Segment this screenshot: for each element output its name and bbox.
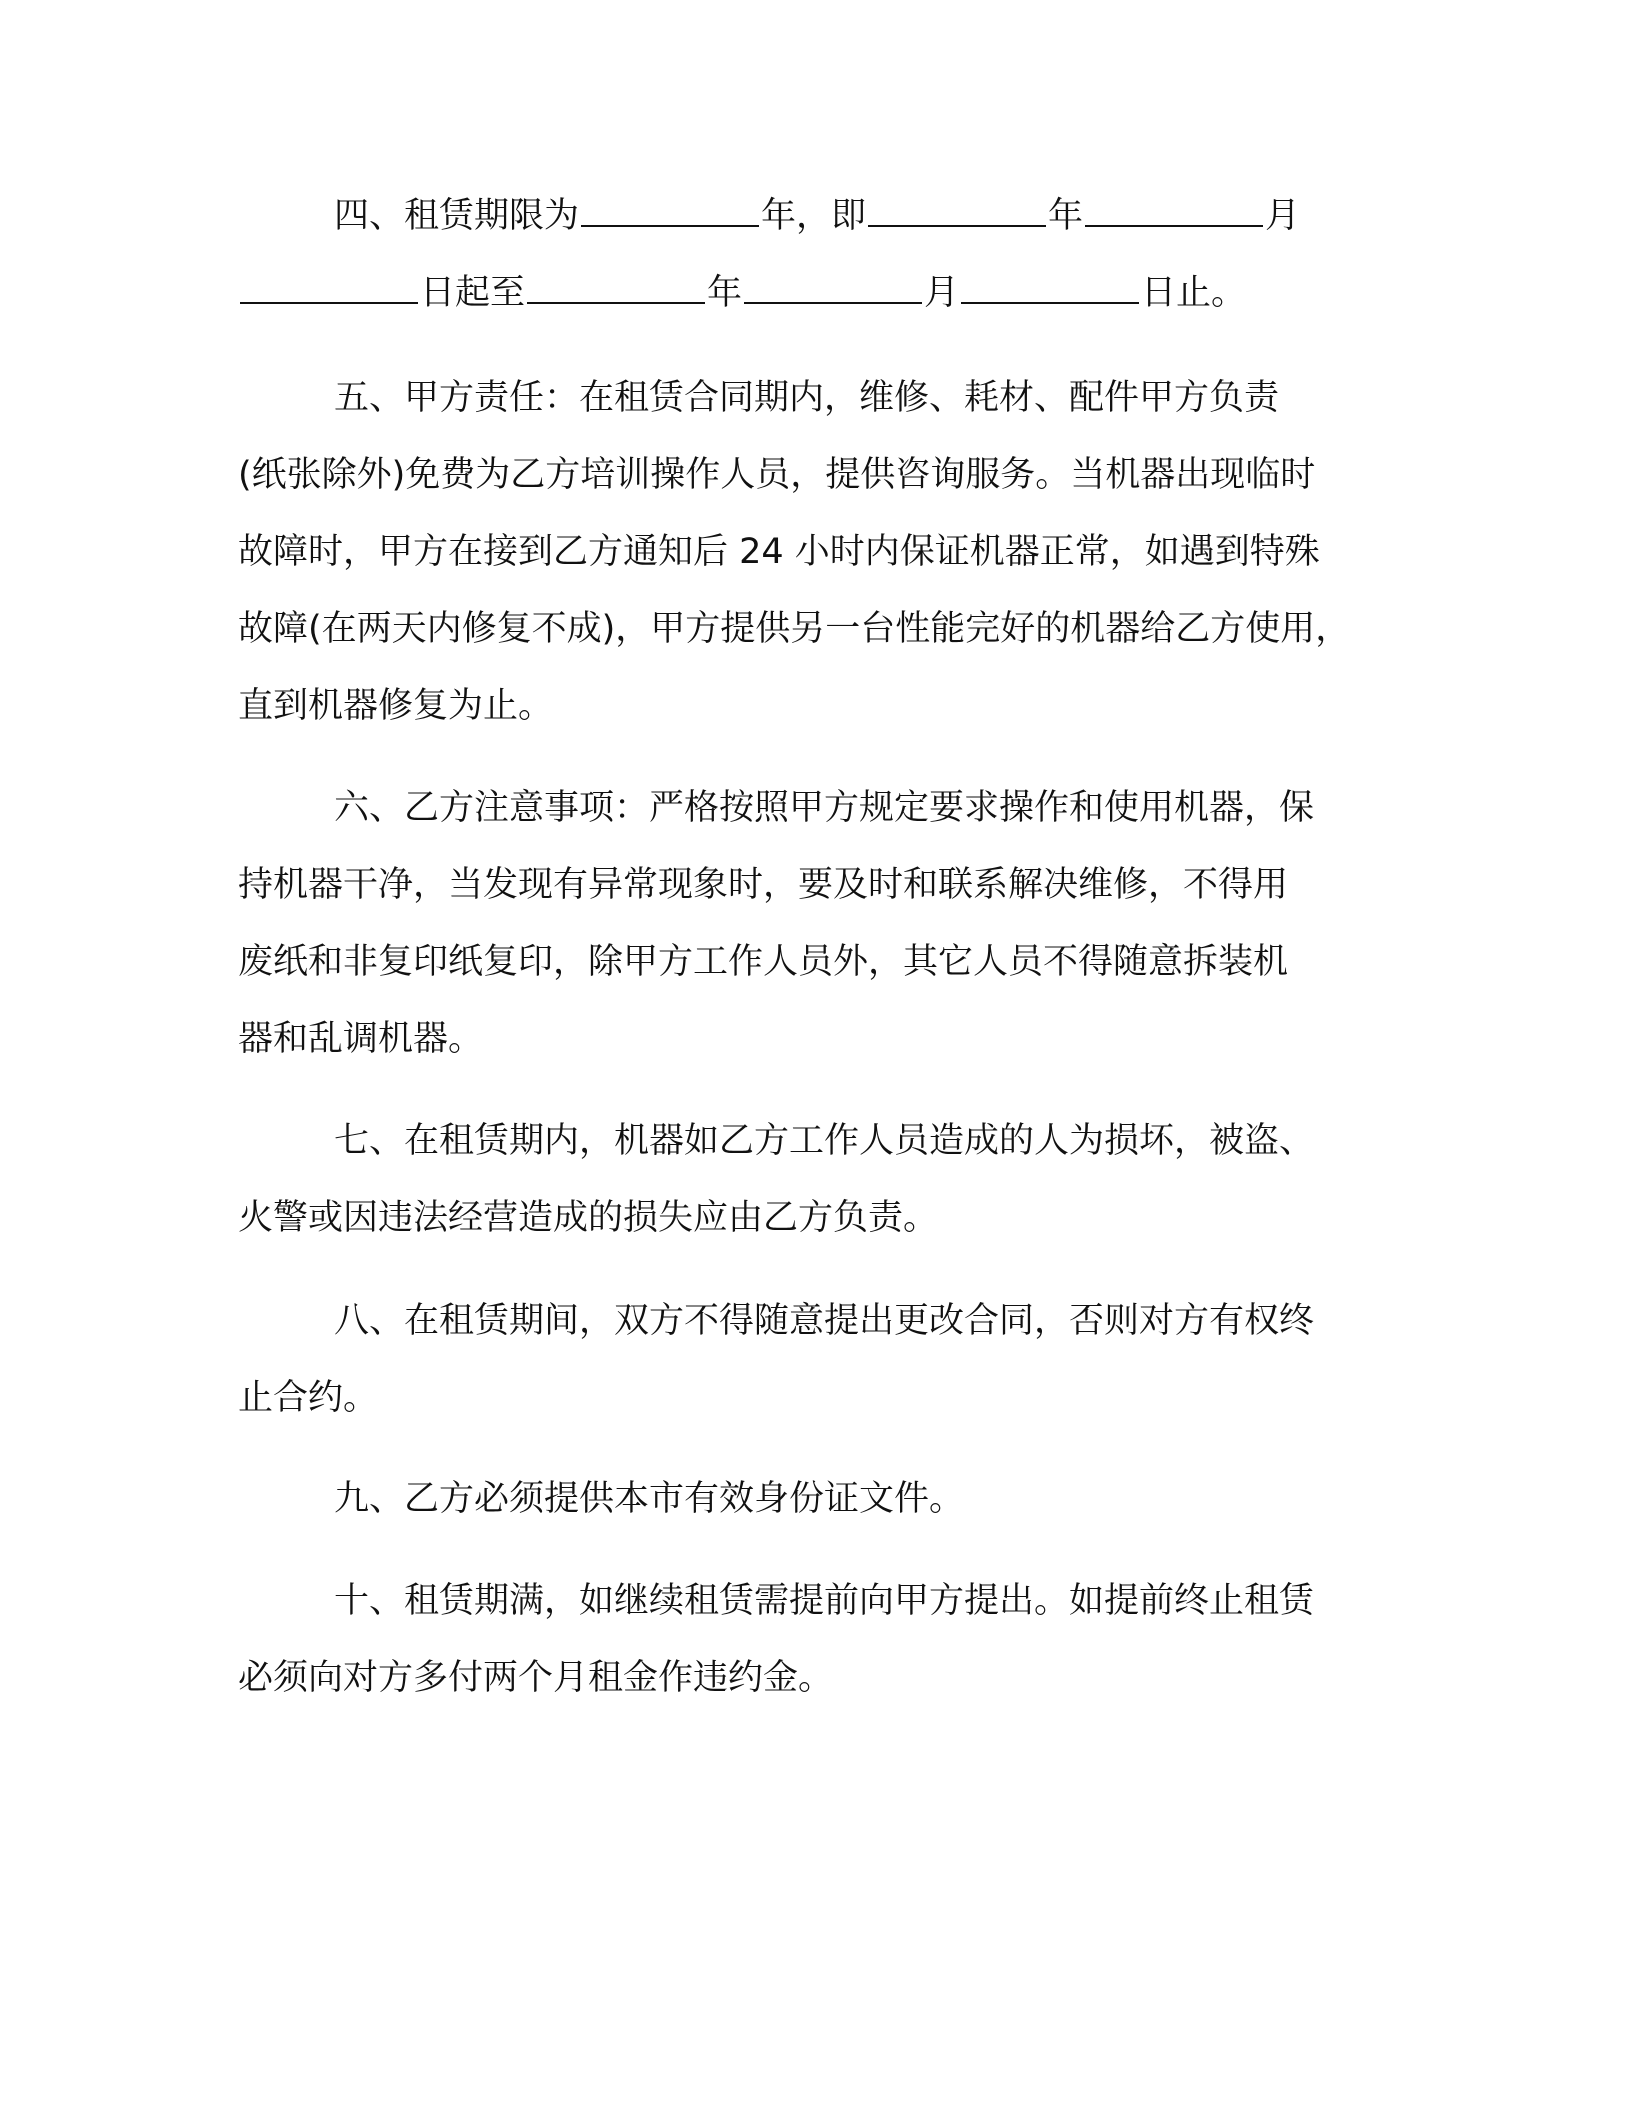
clause-5-line: 故障(在两天内修复不成)，甲方提供另一台性能完好的机器给乙方使用， <box>238 609 1351 649</box>
clause-7-line: 七、在租赁期内，机器如乙方工作人员造成的人为损坏，被盗、 <box>334 1121 1315 1161</box>
clause-10-line: 必须向对方多付两个月租金作违约金。 <box>238 1658 834 1698</box>
clause-10-lease-expiry <box>238 1563 1398 1717</box>
clause-4-text-3: 月 <box>1265 196 1301 236</box>
clause-4-text-6: 月 <box>924 273 960 313</box>
clause-4-text-7: 日止。 <box>1141 273 1247 313</box>
blank-end-year[interactable] <box>527 272 705 304</box>
clause-4-prefix: 四、租赁期限为 <box>334 196 580 236</box>
clause-4-lease-term <box>238 178 1398 332</box>
clause-8-line: 止合约。 <box>238 1378 379 1418</box>
clause-4-text-5: 年 <box>707 273 743 313</box>
blank-end-month[interactable] <box>744 272 922 304</box>
clause-7-damage-liability <box>238 1103 1398 1257</box>
clause-9-id-documents <box>238 1461 1398 1538</box>
clause-6-line: 六、乙方注意事项：严格按照甲方规定要求操作和使用机器，保 <box>334 788 1315 828</box>
blank-start-day[interactable] <box>240 272 418 304</box>
clause-4-text-1: 年，即 <box>761 196 867 236</box>
clause-5-line: 直到机器修复为止。 <box>238 686 554 726</box>
clause-5-line: 五、甲方责任：在租赁合同期内，维修、耗材、配件甲方负责 <box>334 378 1280 418</box>
clause-5-line: 故障时，甲方在接到乙方通知后 24 小时内保证机器正常，如遇到特殊 <box>238 532 1320 572</box>
clause-4-text-2: 年 <box>1048 196 1084 236</box>
clause-9-line: 九、乙方必须提供本市有效身份证文件。 <box>334 1479 965 1519</box>
clause-10-line: 十、租赁期满，如继续租赁需提前向甲方提出。如提前终止租赁 <box>334 1581 1315 1621</box>
blank-start-month[interactable] <box>1085 195 1263 227</box>
blank-lease-years[interactable] <box>581 195 759 227</box>
clause-4-line-1 <box>238 178 1398 255</box>
clause-6-line: 废纸和非复印纸复印，除甲方工作人员外，其它人员不得随意拆装机 <box>238 942 1289 982</box>
clause-8-line: 八、在租赁期间，双方不得随意提出更改合同，否则对方有权终 <box>334 1301 1315 1341</box>
clause-8-no-changes <box>238 1283 1398 1437</box>
blank-end-day[interactable] <box>961 272 1139 304</box>
clause-4-text-4: 日起至 <box>420 273 526 313</box>
blank-start-year[interactable] <box>868 195 1046 227</box>
clause-4-line-2 <box>238 255 1398 332</box>
clause-6-line: 持机器干净，当发现有异常现象时，要及时和联系解决维修，不得用 <box>238 865 1289 905</box>
clause-5-line: (纸张除外)免费为乙方培训操作人员，提供咨询服务。当机器出现临时 <box>238 455 1316 495</box>
clause-5-lessor-responsibility <box>238 360 1398 745</box>
clause-6-lessee-notes <box>238 770 1398 1078</box>
clause-6-line: 器和乱调机器。 <box>238 1019 484 1059</box>
clause-7-line: 火警或因违法经营造成的损失应由乙方负责。 <box>238 1198 939 1238</box>
